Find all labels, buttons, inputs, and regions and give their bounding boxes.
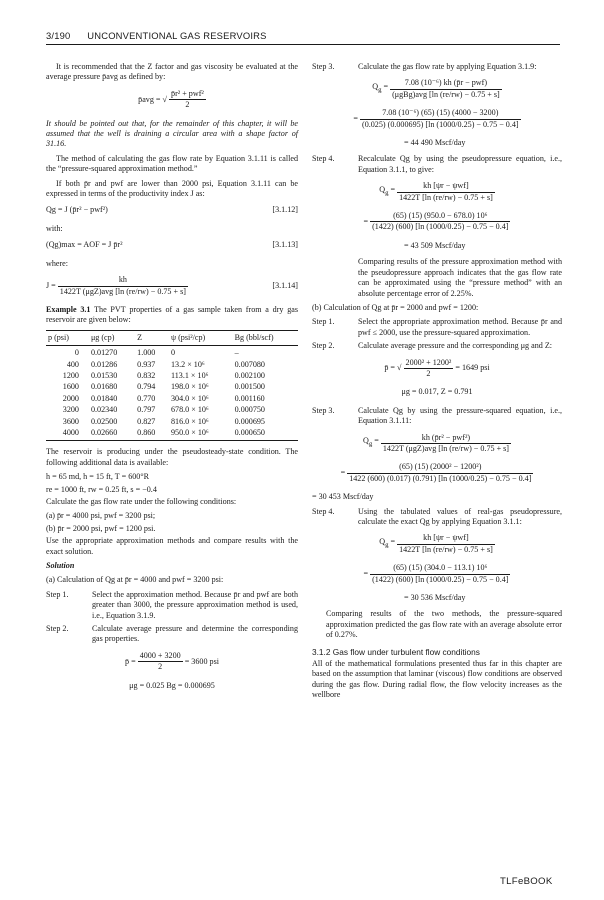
equation-qg-pseudo: $Q_g$ = $\frac{\text{kh [ψr − ψwf]}}{1422T [\ln (re/rw) - 0.75 + s]}$ [379,181,493,202]
data-line: re = 1000 ft, rw = 0.25 ft, s = −0.4 [46,484,157,494]
step-1: Step 1. Select the approximation method. Because p̄r and pwf are both greater than 3000, the pressure approximation method is used, i.e., Equation 3.1.9. [46,589,298,620]
equation-p-avg: p̄ = $\frac{4000 + 3200}{2}$ = 3600 psi [125,650,219,672]
pvt-table [46,330,298,442]
table-row [46,382,298,393]
table-row [46,346,298,359]
table-cell: 113.1 × 10⁶ [171,370,209,380]
equation-qg-pressure: $Q_g$ = $\frac{\text{7.08 (10⁻⁶) kh (p̄r − pwf)}}{\text{(μgBg)avg [ln (re/rw) − 0.75 + s]}}$ [372,78,500,99]
table-cell: 0.01680 [90,382,118,392]
section-heading: 3.1.2 Gas flow under turbulent flow conditions [312,646,480,657]
left-column [46,62,298,699]
paragraph: The method of calculating the gas flow rate by Equation 3.1.11 is called the “pressure-squared approximation method.” [46,153,298,174]
table-cell: 0.794 [137,382,156,392]
table-cell: 0 [171,348,176,358]
paragraph: All of the mathematical formulations presented thus far in this chapter are based on the assumption that laminar (viscous) flow conditions are observed during the gas flow. During radial flow, the flow velocity increases as the wellbore [312,659,562,700]
equation-3-1-13: (Qg)max = AOF = J p̄r² [3.1.13] [46,240,298,250]
table-cell: 0.002100 [234,370,265,380]
table-cell: 0.01286 [90,359,118,369]
table-row [46,416,298,427]
table-cell: – [234,348,239,358]
running-header [46,30,556,41]
table-cell: 0.860 [135,427,169,440]
table-cell: 0.832 [137,370,156,380]
result-value: = 30 536 Mscf/day [404,593,466,603]
table-row [46,427,298,440]
table-cell: 816.0 × 10⁶ [171,416,209,426]
equation-qg-pseudo-sub: = $\frac{\text{(65) (15) (950.0 − 678.0) 10⁶}}{(1422) (600) [\ln (1000/0.25) - 0.75 - 0.4]}$ [363,211,509,232]
table-cell: 0 [74,348,79,358]
table-cell: 0.007080 [234,359,265,369]
table-body [46,346,298,441]
step-2: Step 2. Calculate average pressure and the corresponding μg and Z: [312,341,553,351]
paragraph: If both p̄r and pwf are lower than 2000 psi, Equation 3.1.11 can be expressed in terms of the productivity index J as: [46,178,298,199]
table-cell: 2000 [62,393,79,403]
right-column [312,62,562,705]
table-header-row [46,330,298,345]
with-label: with: [46,223,63,233]
data-line: h = 65 md, h = 15 ft, T = 600°R [46,472,149,482]
equation-p-avg-b: p̄ = √ $\frac{\text{2000² + 1200²}}{2}$ = 1649 psi [384,357,490,378]
equation-qg-squared: $Q_g$ = $\frac{\text{kh (p̄r² − pwf²)}}{\text{1422T (μgZ)avg [ln (re/rw) − 0.75 + s]}}$ [362,432,509,453]
equation-3-1-12: Qg = J (p̄r² − pwf²) [3.1.12] [46,205,298,215]
table-cell: 0.01840 [90,393,118,403]
gas-properties: μg = 0.017, Z = 0.791 [401,387,473,397]
table-row [46,393,298,404]
comparison-paragraph: Comparing results of the two methods, the pressure-squared approximation predicted the gas flow rate with an average absolute error of 0.27%. [326,609,562,640]
result-value: = 30 453 Mscf/day [312,492,374,502]
example-label: Example 3.1 [46,304,91,314]
table-cell: 198.0 × 10⁶ [171,382,209,392]
chapter-title: UNCONVENTIONAL GAS RESERVOIRS [87,30,267,41]
step-3: Step 3. Calculate Qg by using the pressure-squared equation, i.e., Equation 3.1.11: [312,405,562,426]
equation-qg-pressure-sub: = $\frac{\text{7.08 (10⁻⁶) (65) (15) (4000 − 3200)}}{(0.025) (0.000695) [\ln (1000/0.25) - 0.75 - 0.4]}$ [353,108,519,129]
table-row [46,359,298,370]
table-cell: 4000 [46,427,89,440]
table-cell: 0.02500 [90,416,118,426]
page-number: 3/190 [46,30,71,41]
where-label: where: [46,258,69,268]
step-3: Step 3. Calculate the gas flow rate by applying Equation 3.1.9: [312,62,537,71]
table-cell: 0.797 [137,405,156,415]
paragraph: Calculate the gas flow rate under the following conditions: [46,497,237,506]
column-header: p (psi) [46,330,89,345]
column-header: Z [135,330,169,345]
table-cell: 0.02660 [89,427,135,440]
table-cell: 0.827 [137,416,156,426]
table-cell: 0.02340 [90,405,118,415]
footer-watermark: TLFeBOOK [500,876,553,887]
table-row [46,405,298,416]
table-cell: 0.001160 [234,393,265,403]
comparison-paragraph: Comparing results of the pressure approximation method with the pseudopressure approach indicates that the gas flow rate can be approximated using the “pressure method” with an absolute percentage error of 2.25%. [358,257,562,298]
table-cell: 0.000695 [234,416,265,426]
table-cell: 1600 [62,382,79,392]
table-cell: 0.000650 [233,427,298,440]
part-b-heading: (b) Calculation of Qg at p̄r = 2000 and pwf = 1200: [312,302,479,312]
table-cell: 678.0 × 10⁶ [171,405,209,415]
table-row [46,370,298,381]
gas-properties: μg = 0.025 Bg = 0.000695 [129,680,215,690]
equation-3-1-14: J = $\frac{kh}{\text{1422T (μgZ)avg [ln (re/rw) − 0.75 + s]}}$ [3.1.14] [46,275,298,296]
table-cell: 0.937 [137,359,156,369]
equation-pavg: p̄avg = √ $\frac{\text{p̄r² + pwf²}}{2}$ [138,88,204,110]
column-header: ψ (psi²/cp) [169,330,233,345]
table-cell: 1200 [62,370,79,380]
paragraph: The reservoir is producing under the pseudosteady-state condition. The following additional data is available: [46,447,298,467]
step-4: Step 4. Recalculate Qg by using the pseudopressure equation, i.e., Equation 3.1.1, to give: [312,154,562,174]
table-cell: 304.0 × 10⁶ [171,393,209,403]
sqrt-sign: √ [162,94,167,104]
table-cell: 1.000 [137,348,156,358]
table-cell: 950.0 × 10⁶ [169,427,233,440]
result-value: = 44 490 Mscf/day [404,138,466,148]
condition-b: (b) p̄r = 2000 psi, pwf = 1200 psi. [46,523,156,533]
table-cell: 3600 [62,416,79,426]
header-rule [46,44,560,45]
sqrt-sign: √ [397,363,402,373]
table-cell: 0.01530 [90,370,118,380]
condition-a: (a) p̄r = 4000 psi, pwf = 3200 psi; [46,511,156,521]
paragraph: Use the appropriate approximation methods and compare results with the exact solution. [46,536,298,556]
table-cell: 3200 [62,405,79,415]
part-a-heading: (a) Calculation of Qg at p̄r = 4000 and pwf = 3200 psi: [46,575,224,585]
column-header: Bg (bbl/scf) [233,330,298,345]
equation-qg-exact: $Q_g$ = $\frac{\text{kh [ψr − ψwf]}}{1422T [\ln (re/rw) - 0.75 + s]}$ [379,533,493,554]
italic-note: It should be pointed out that, for the remainder of this chapter, it will be assumed that the well is draining a circular area with a shape factor of 31.16. [46,118,298,149]
table-cell: 0.770 [137,393,156,403]
table-cell: 0.000750 [234,405,265,415]
result-value: = 43 509 Mscf/day [404,240,466,250]
paragraph: It is recommended that the Z factor and gas viscosity be evaluated at the average pressure p̄avg as defined by: [46,62,298,82]
table-cell: 400 [66,359,79,369]
table-cell: 0.001500 [234,382,265,392]
step-1: Step 1. Select the appropriate approximation method. Because p̄r and pwf ≤ 2000, use the pressure-squared approximation. [312,317,562,337]
table-cell: 13.2 × 10⁶ [171,359,205,369]
step-2: Step 2. Calculate average pressure and determine the corresponding gas properties. [46,624,298,644]
column-header: μg (cp) [89,330,135,345]
equation-qg-squared-sub: = $\frac{\text{(65) (15) (2000² − 1200²)}}{1422 (600) (0.017) (0.791) [\ln (1000/0.25) - 0.75 - 0.4]}$ [340,462,532,483]
equation-qg-exact-sub: = $\frac{\text{(65) (15) (304.0 − 113.1) 10⁶}}{(1422) (600) [\ln (1000/0.25) - 0.75 - 0.4]}$ [363,563,509,584]
step-4: Step 4. Using the tabulated values of real-gas pseudopressure, calculate the exact Qg by applying Equation 3.1.1: [312,506,562,526]
solution-heading: Solution [46,561,75,571]
example-intro: Example 3.1 The PVT properties of a gas sample taken from a dry gas reservoir are given below: [46,304,298,325]
table-cell: 0.01270 [90,348,118,358]
